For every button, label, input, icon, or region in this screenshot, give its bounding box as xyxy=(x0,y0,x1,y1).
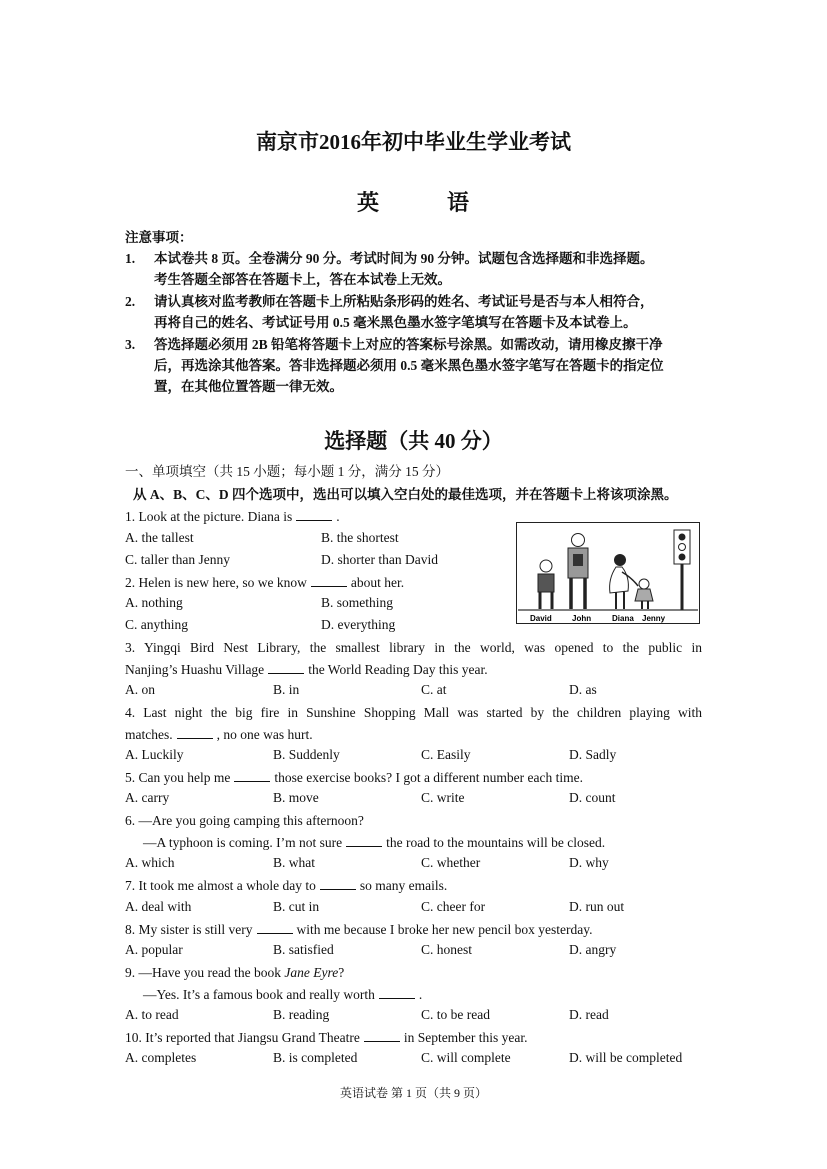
q7-option-d: D. run out xyxy=(569,899,625,914)
question-1-stem: 1. Look at the picture. Diana is . xyxy=(125,509,340,524)
notice-item-3-line2: 后，再选涂其他答案。答非选择题必须用 0.5 毫米黑色墨水签字笔写在答题卡的指定位 xyxy=(154,358,664,373)
q9-option-b: B. reading xyxy=(273,1007,330,1022)
question-8-stem: 8. My sister is still very with me because I broke her new pencil box yesterday. xyxy=(125,922,593,937)
question-5-stem: 5. Can you help me those exercise books? I got a different number each time. xyxy=(125,770,583,785)
q6-option-c: C. whether xyxy=(421,855,481,870)
answer-blank xyxy=(234,769,270,782)
answer-blank xyxy=(311,574,347,587)
q5-option-b: B. move xyxy=(273,790,319,805)
notice-item-3-line3: 置，在其他位置答题一律无效。 xyxy=(154,379,343,394)
question-3-line1: 3. Yingqi Bird Nest Library, the smallest library in the world, was opened to the public in xyxy=(125,640,702,655)
q10-option-d: D. will be completed xyxy=(569,1050,683,1065)
answer-blank xyxy=(257,921,293,934)
notice-item-1-num: 1. xyxy=(125,251,136,266)
answer-blank xyxy=(268,661,304,674)
q1-option-c: C. taller than Jenny xyxy=(125,552,230,567)
page-footer: 英语试卷 第 1 页（共 9 页） xyxy=(339,1086,487,1100)
book-title: Jane Eyre xyxy=(284,965,339,980)
q3-option-c: C. at xyxy=(421,682,447,697)
notice-item-2-line2: 再将自己的姓名、考试证号用 0.5 毫米黑色墨水签字笔填写在答题卡及本试卷上。 xyxy=(154,315,637,330)
notice-item-2-line1: 请认真核对监考教师在答题卡上所粘贴条形码的姓名、考试证号是否与本人相符合， xyxy=(154,294,654,309)
answer-blank xyxy=(364,1029,400,1042)
question-2-stem: 2. Helen is new here, so we know about her. xyxy=(125,575,405,590)
question-9-line1: 9. —Have you read the book Jane Eyre? xyxy=(125,965,345,980)
q2-option-d: D. everything xyxy=(321,617,396,632)
height-comparison-picture xyxy=(516,522,700,624)
label-david: David xyxy=(530,614,552,623)
q4-option-a: A. Luckily xyxy=(125,747,184,762)
question-4-line1: 4. Last night the big fire in Sunshine Shopping Mall was started by the children playing with xyxy=(125,705,702,720)
notice-item-3-line1: 答选择题必须用 2B 铅笔将答题卡上对应的答案标号涂黑。如需改动，请用橡皮擦干净 xyxy=(154,337,663,352)
q6-option-d: D. why xyxy=(569,855,609,870)
q5-option-d: D. count xyxy=(569,790,616,805)
q4-option-d: D. Sadly xyxy=(569,747,617,762)
part-instruction: 从 A、B、C、D 四个选项中，选出可以填入空白处的最佳选项，并在答题卡上将该项涂黑。 xyxy=(133,487,678,502)
q5-option-c: C. write xyxy=(421,790,465,805)
answer-blank xyxy=(177,726,213,739)
q6-option-a: A. which xyxy=(125,855,175,870)
subject-char-1: 英 xyxy=(357,190,380,215)
q4-option-b: B. Suddenly xyxy=(273,747,340,762)
label-diana: Diana xyxy=(612,614,634,623)
question-10-stem: 10. It’s reported that Jiangsu Grand Theatre in September this year. xyxy=(125,1030,528,1045)
section-title: 选择题（共 40 分） xyxy=(324,429,503,453)
q8-option-d: D. angry xyxy=(569,942,617,957)
q1-option-d: D. shorter than David xyxy=(321,552,438,567)
label-jenny: Jenny xyxy=(642,614,666,623)
q6-option-b: B. what xyxy=(273,855,315,870)
q4-option-c: C. Easily xyxy=(421,747,471,762)
question-6-line1: 6. —Are you going camping this afternoon? xyxy=(125,813,364,828)
q7-option-b: B. cut in xyxy=(273,899,320,914)
question-3-stem: Nanjing’s Huashu Village the World Reading Day this year. xyxy=(125,662,488,677)
subject-char-2: 语 xyxy=(447,190,470,215)
q9-option-a: A. to read xyxy=(125,1007,179,1022)
notice-item-1-line1: 本试卷共 8 页。全卷满分 90 分。考试时间为 90 分钟。试题包含选择题和非选择题。 xyxy=(154,251,654,266)
q8-option-b: B. satisfied xyxy=(273,942,334,957)
q8-option-a: A. popular xyxy=(125,942,183,957)
q1-option-b: B. the shortest xyxy=(321,530,399,545)
answer-blank xyxy=(320,877,356,890)
q7-option-a: A. deal with xyxy=(125,899,192,914)
part-title: 一、单项填空（共 15 小题；每小题 1 分，满分 15 分） xyxy=(125,464,449,479)
q9-option-c: C. to be read xyxy=(421,1007,490,1022)
q9-option-d: D. read xyxy=(569,1007,609,1022)
q10-option-a: A. completes xyxy=(125,1050,197,1065)
q2-option-a: A. nothing xyxy=(125,595,183,610)
q2-option-c: C. anything xyxy=(125,617,188,632)
question-6-stem: —A typhoon is coming. I’m not sure the road to the mountains will be closed. xyxy=(143,835,606,850)
answer-blank xyxy=(346,834,382,847)
question-4-stem: matches. , no one was hurt. xyxy=(125,727,313,742)
exam-title: 南京市2016年初中毕业生学业考试 xyxy=(256,130,571,154)
notice-item-3-num: 3. xyxy=(125,337,136,352)
notice-heading: 注意事项： xyxy=(125,230,193,245)
question-9-stem: —Yes. It’s a famous book and really worth . xyxy=(143,987,423,1002)
q1-option-a: A. the tallest xyxy=(125,530,194,545)
notice-item-1-line2: 考生答题全部答在答题卡上，答在本试卷上无效。 xyxy=(154,272,451,287)
q10-option-c: C. will complete xyxy=(421,1050,511,1065)
q10-option-b: B. is completed xyxy=(273,1050,358,1065)
answer-blank xyxy=(379,986,415,999)
q8-option-c: C. honest xyxy=(421,942,473,957)
notice-item-2-num: 2. xyxy=(125,294,136,309)
q3-option-d: D. as xyxy=(569,682,597,697)
q3-option-b: B. in xyxy=(273,682,300,697)
q2-option-b: B. something xyxy=(321,595,394,610)
question-7-stem: 7. It took me almost a whole day to so many emails. xyxy=(125,878,448,893)
q3-option-a: A. on xyxy=(125,682,155,697)
label-john: John xyxy=(572,614,592,623)
q7-option-c: C. cheer for xyxy=(421,899,486,914)
q5-option-a: A. carry xyxy=(125,790,170,805)
answer-blank xyxy=(296,508,332,521)
